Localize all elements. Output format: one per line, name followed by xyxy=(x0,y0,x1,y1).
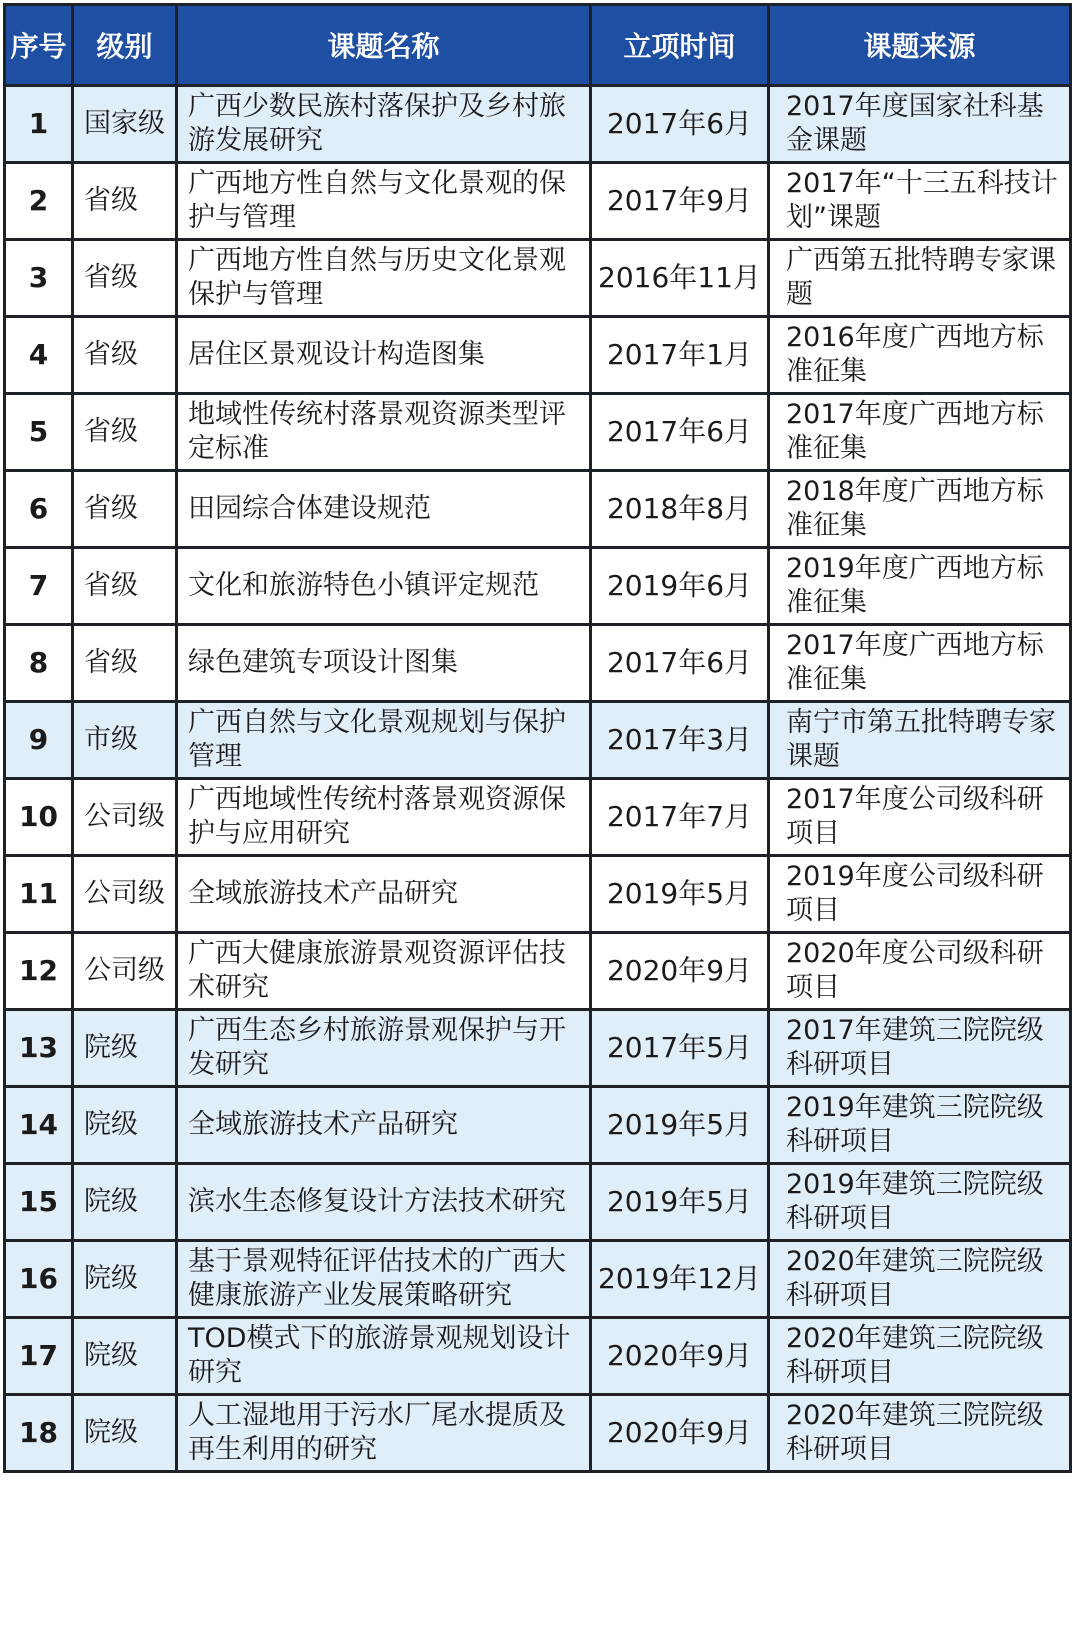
row-title: 文化和旅游特色小镇评定规范 xyxy=(177,548,591,625)
row-number: 1 xyxy=(5,86,73,163)
header-row xyxy=(5,5,1071,86)
row-time: 2017年3月 xyxy=(591,702,769,779)
row-number: 2 xyxy=(5,163,73,240)
table-row xyxy=(5,702,1071,779)
table-row xyxy=(5,1010,1071,1087)
row-title: 广西自然与文化景观规划与保护管理 xyxy=(177,702,591,779)
row-number: 14 xyxy=(5,1087,73,1164)
table-row xyxy=(5,1318,1071,1395)
table-row xyxy=(5,548,1071,625)
row-number: 12 xyxy=(5,933,73,1010)
row-time: 2020年9月 xyxy=(591,933,769,1010)
row-source: 南宁市第五批特聘专家课题 xyxy=(769,702,1071,779)
row-number: 13 xyxy=(5,1010,73,1087)
row-title: 广西地方性自然与文化景观的保护与管理 xyxy=(177,163,591,240)
row-level: 国家级 xyxy=(73,86,177,163)
row-title: 绿色建筑专项设计图集 xyxy=(177,625,591,702)
row-level: 院级 xyxy=(73,1010,177,1087)
row-source: 2019年建筑三院院级科研项目 xyxy=(769,1087,1071,1164)
table-row xyxy=(5,317,1071,394)
table-row xyxy=(5,471,1071,548)
header-time: 立项时间 xyxy=(591,5,769,86)
row-time: 2017年6月 xyxy=(591,86,769,163)
row-level: 公司级 xyxy=(73,933,177,1010)
row-title: 广西少数民族村落保护及乡村旅游发展研究 xyxy=(177,86,591,163)
row-time: 2020年9月 xyxy=(591,1395,769,1472)
row-number: 5 xyxy=(5,394,73,471)
row-time: 2019年5月 xyxy=(591,856,769,933)
row-title: TOD模式下的旅游景观规划设计研究 xyxy=(177,1318,591,1395)
table-row xyxy=(5,856,1071,933)
row-title: 广西生态乡村旅游景观保护与开发研究 xyxy=(177,1010,591,1087)
row-number: 15 xyxy=(5,1164,73,1241)
row-source: 2020年建筑三院院级科研项目 xyxy=(769,1395,1071,1472)
row-level: 院级 xyxy=(73,1241,177,1318)
row-source: 2017年“十三五科技计划”课题 xyxy=(769,163,1071,240)
table-row xyxy=(5,163,1071,240)
table-row xyxy=(5,779,1071,856)
row-time: 2018年8月 xyxy=(591,471,769,548)
row-title: 居住区景观设计构造图集 xyxy=(177,317,591,394)
row-title: 滨水生态修复设计方法技术研究 xyxy=(177,1164,591,1241)
row-number: 3 xyxy=(5,240,73,317)
row-time: 2019年12月 xyxy=(591,1241,769,1318)
row-level: 院级 xyxy=(73,1395,177,1472)
row-source: 2019年度公司级科研项目 xyxy=(769,856,1071,933)
row-title: 广西地域性传统村落景观资源保护与应用研究 xyxy=(177,779,591,856)
row-title: 广西大健康旅游景观资源评估技术研究 xyxy=(177,933,591,1010)
row-source: 2017年度广西地方标准征集 xyxy=(769,625,1071,702)
row-level: 省级 xyxy=(73,163,177,240)
row-level: 省级 xyxy=(73,548,177,625)
row-level: 省级 xyxy=(73,394,177,471)
row-level: 院级 xyxy=(73,1164,177,1241)
research-projects-table xyxy=(3,3,1072,1473)
table-row xyxy=(5,1241,1071,1318)
row-title: 人工湿地用于污水厂尾水提质及再生利用的研究 xyxy=(177,1395,591,1472)
header-title: 课题名称 xyxy=(177,5,591,86)
table-row xyxy=(5,394,1071,471)
row-level: 省级 xyxy=(73,471,177,548)
row-time: 2017年6月 xyxy=(591,394,769,471)
row-level: 公司级 xyxy=(73,856,177,933)
row-time: 2020年9月 xyxy=(591,1318,769,1395)
row-time: 2017年1月 xyxy=(591,317,769,394)
row-source: 2020年建筑三院院级科研项目 xyxy=(769,1318,1071,1395)
row-number: 10 xyxy=(5,779,73,856)
row-level: 院级 xyxy=(73,1087,177,1164)
row-level: 院级 xyxy=(73,1318,177,1395)
row-source: 2019年度广西地方标准征集 xyxy=(769,548,1071,625)
row-number: 9 xyxy=(5,702,73,779)
row-source: 2018年度广西地方标准征集 xyxy=(769,471,1071,548)
row-level: 省级 xyxy=(73,240,177,317)
row-time: 2019年5月 xyxy=(591,1087,769,1164)
row-source: 2020年建筑三院院级科研项目 xyxy=(769,1241,1071,1318)
row-title: 田园综合体建设规范 xyxy=(177,471,591,548)
row-time: 2017年6月 xyxy=(591,625,769,702)
row-source: 2016年度广西地方标准征集 xyxy=(769,317,1071,394)
table-row xyxy=(5,1395,1071,1472)
row-title: 全域旅游技术产品研究 xyxy=(177,856,591,933)
row-number: 18 xyxy=(5,1395,73,1472)
row-source: 2020年度公司级科研项目 xyxy=(769,933,1071,1010)
row-level: 公司级 xyxy=(73,779,177,856)
table-row xyxy=(5,625,1071,702)
row-time: 2017年7月 xyxy=(591,779,769,856)
row-time: 2017年9月 xyxy=(591,163,769,240)
header-level: 级别 xyxy=(73,5,177,86)
row-title: 基于景观特征评估技术的广西大健康旅游产业发展策略研究 xyxy=(177,1241,591,1318)
table-body xyxy=(5,86,1071,1472)
row-number: 17 xyxy=(5,1318,73,1395)
row-level: 省级 xyxy=(73,317,177,394)
row-number: 8 xyxy=(5,625,73,702)
row-level: 省级 xyxy=(73,625,177,702)
row-number: 16 xyxy=(5,1241,73,1318)
row-source: 2019年建筑三院院级科研项目 xyxy=(769,1164,1071,1241)
row-number: 6 xyxy=(5,471,73,548)
row-source: 2017年度公司级科研项目 xyxy=(769,779,1071,856)
row-title: 地域性传统村落景观资源类型评定标准 xyxy=(177,394,591,471)
row-level: 市级 xyxy=(73,702,177,779)
row-title: 全域旅游技术产品研究 xyxy=(177,1087,591,1164)
row-time: 2019年5月 xyxy=(591,1164,769,1241)
row-source: 2017年建筑三院院级科研项目 xyxy=(769,1010,1071,1087)
row-time: 2019年6月 xyxy=(591,548,769,625)
row-number: 11 xyxy=(5,856,73,933)
row-title: 广西地方性自然与历史文化景观保护与管理 xyxy=(177,240,591,317)
table-row xyxy=(5,240,1071,317)
table-row xyxy=(5,1087,1071,1164)
table-row xyxy=(5,86,1071,163)
header-number: 序号 xyxy=(5,5,73,86)
table-row xyxy=(5,1164,1071,1241)
header-source: 课题来源 xyxy=(769,5,1071,86)
row-source: 2017年度广西地方标准征集 xyxy=(769,394,1071,471)
row-time: 2016年11月 xyxy=(591,240,769,317)
table-row xyxy=(5,933,1071,1010)
row-source: 广西第五批特聘专家课题 xyxy=(769,240,1071,317)
row-source: 2017年度国家社科基金课题 xyxy=(769,86,1071,163)
row-number: 7 xyxy=(5,548,73,625)
row-time: 2017年5月 xyxy=(591,1010,769,1087)
row-number: 4 xyxy=(5,317,73,394)
